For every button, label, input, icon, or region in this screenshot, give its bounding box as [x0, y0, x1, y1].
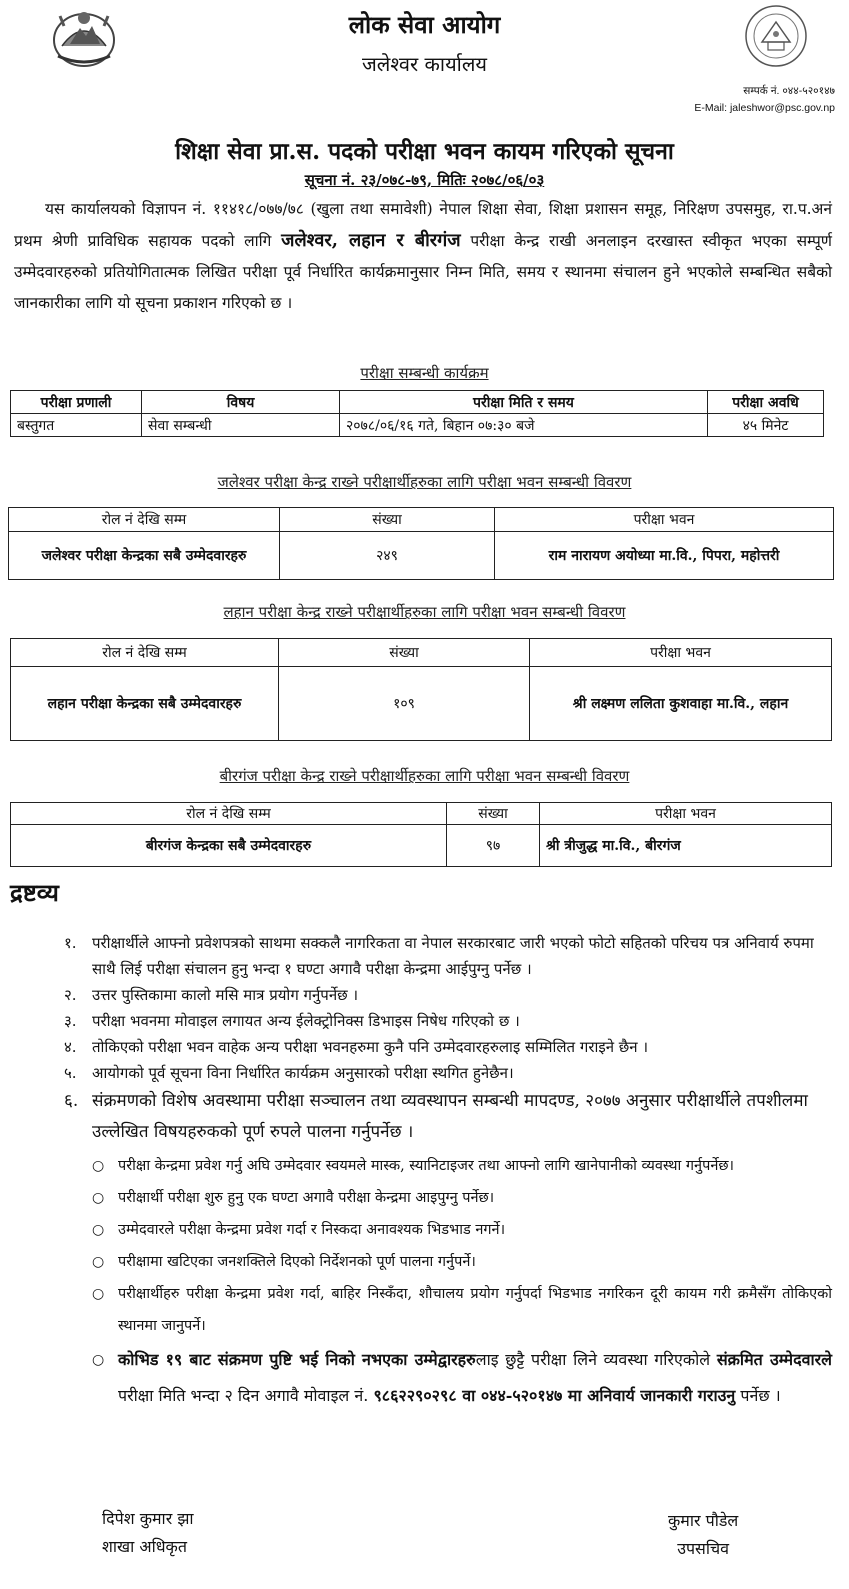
- table-cell: १०९: [279, 667, 530, 741]
- table-header: परीक्षा भवन: [540, 803, 832, 825]
- table-cell: सेवा सम्बन्धी: [142, 414, 340, 437]
- signature-left: [102, 1505, 194, 1561]
- notes-heading: द्रष्टव्य: [10, 878, 59, 907]
- bullet-bold-text: कोभिड १९ बाट संक्रमण पुष्टि भई निको नभएका उम्मेद्वारहरु: [118, 1350, 476, 1369]
- table-cell: २४९: [280, 532, 495, 580]
- covid-guidelines-list: [92, 1150, 832, 1414]
- table-cell: बीरगंज केन्द्रका सबै उम्मेदवारहरु: [11, 825, 447, 867]
- bullet-circle-icon: ○: [92, 1286, 105, 1302]
- bullet-text: परीक्षा केन्द्रमा प्रवेश गर्नु अघि उम्मेदवार स्वयमले मास्क, स्यानिटाइजर तथा आफ्नो लागि खानेपानीको व्यवस्था गर्नुपर्नेछ।: [118, 1158, 735, 1174]
- intro-centres: जलेश्वर, लहान र बीरगंज: [281, 230, 461, 251]
- table-row: [11, 414, 824, 437]
- note-number: ६.: [64, 1091, 79, 1111]
- table-header: रोल नं देखि सम्म: [9, 508, 280, 532]
- signature-right: [668, 1507, 738, 1563]
- centre-title-lahan: लहान परीक्षा केन्द्र राख्ने परीक्षार्थीहरुका लागि परीक्षा भवन सम्बन्धी विवरण: [223, 603, 626, 621]
- signatory-title: शाखा अधिकृत: [102, 1537, 187, 1556]
- note-number: २.: [64, 986, 77, 1004]
- note-text: उत्तर पुस्तिकामा कालो मसि मात्र प्रयोग गर्नुपर्नेछ ।: [92, 986, 359, 1004]
- table-cell: श्री त्रीजुद्ध मा.वि., बीरगंज: [540, 825, 832, 867]
- table-cell: ९७: [447, 825, 540, 867]
- bullet-text: पर्नेछ ।: [740, 1386, 781, 1405]
- note-text: संक्रमणको विशेष अवस्थामा परीक्षा सञ्चालन तथा व्यवस्थापन सम्बन्धी मापदण्ड, २०७७ अनुसार परीक्षार्थीले तपशीलमा उल्लेखित विषयहरुकको पूर्ण रुपले पालना गर्नुपर्नेछ ।: [92, 1091, 808, 1142]
- phone-number: सम्पर्क नं. ०४४-५२०१४७: [743, 85, 835, 97]
- intro-part1: यस कार्यालयको विज्ञापन नं. ११४१८/०७७/७८ (खुला तथा समावेशी) नेपाल शिक्षा सेवा, शिक्षा प्रशासन समूह, निरिक्षण उपसमुह, रा.प.अनं प्रथम श्रेणी प्राविधिक सहायक पदको लागि: [14, 200, 832, 250]
- table-row: [9, 532, 834, 580]
- table-header: परीक्षा अवधि: [708, 391, 824, 414]
- table-header-row: [11, 803, 832, 825]
- bullet-circle-icon: ○: [92, 1190, 105, 1206]
- table-header: रोल नं देखि सम्म: [11, 639, 279, 667]
- note-number: ४.: [64, 1038, 77, 1056]
- table-row: [11, 825, 832, 867]
- org-title: लोक सेवा आयोग: [348, 10, 501, 39]
- bullet-text: परीक्षार्थीहरु परीक्षा केन्द्रमा प्रवेश गर्दा, बाहिर निस्कँदा, शौचालय प्रयोग गर्नुपर्दा भिडभाड नगरिकन दूरी कायम गरी क्रमैसँग तोकिएको स्थानमा जानुपर्ने।: [118, 1286, 832, 1334]
- list-item: [92, 1150, 832, 1182]
- table-header: परीक्षा प्रणाली: [11, 391, 142, 414]
- table-cell: लहान परीक्षा केन्द्रका सबै उम्मेदवारहरु: [11, 667, 279, 741]
- note-text: तोकिएको परीक्षा भवन वाहेक अन्य परीक्षा भवनहरुमा कुनै पनि उम्मेदवारहरुलाइ सम्मिलित गराइने छैन ।: [92, 1038, 649, 1056]
- bullet-circle-icon: ○: [92, 1158, 105, 1174]
- list-item: [64, 1034, 834, 1060]
- centre-title-birgunj: बीरगंज परीक्षा केन्द्र राख्ने परीक्षार्थीहरुका लागि परीक्षा भवन सम्बन्धी विवरण: [219, 767, 630, 785]
- contact-info: [694, 83, 835, 117]
- bullet-bold-text: ९८६२२९०२९८ वा ०४४-५२०१४७ मा अनिवार्य जानकारी गराउनु: [373, 1386, 736, 1405]
- table-cell: जलेश्वर परीक्षा केन्द्रका सबै उम्मेदवारहरु: [9, 532, 280, 580]
- note-text: परीक्षा भवनमा मोवाइल लगायत अन्य ईलेक्ट्रोनिक्स डिभाइस निषेध गरिएको छ ।: [92, 1012, 520, 1030]
- table-header: परीक्षा मिति र समय: [340, 391, 708, 414]
- notes-list: [64, 930, 834, 1148]
- bullet-text: परीक्षा मिति भन्दा २ दिन अगावै मोवाइल नं.: [118, 1386, 369, 1405]
- bullet-bold-text: संक्रमित उम्मेदवारले: [716, 1350, 832, 1369]
- bullet-text: परीक्षामा खटिएका जनशक्तिले दिएको निर्देशनको पूर्ण पालना गर्नुपर्ने।: [118, 1254, 476, 1270]
- bullet-circle-icon: ○: [92, 1352, 105, 1368]
- note-number: ५.: [64, 1064, 77, 1082]
- table-cell: श्री लक्ष्मण ललिता कुशवाहा मा.वि., लहान: [530, 667, 832, 741]
- centre-title-jaleshwar: जलेश्वर परीक्षा केन्द्र राख्ने परीक्षार्थीहरुका लागि परीक्षा भवन सम्बन्धी विवरण: [217, 473, 632, 491]
- note-text: आयोगको पूर्व सूचना विना निर्धारित कार्यक्रम अनुसारको परीक्षा स्थगित हुनेछैन।: [92, 1064, 514, 1082]
- signatory-title: उपसचिव: [677, 1539, 730, 1558]
- table-header: परीक्षा भवन: [495, 508, 834, 532]
- notice-ref-text: सूचना नं. २३/०७८-७९, मितिः २०७८/०६/०३: [304, 171, 545, 189]
- table-row: [11, 667, 832, 741]
- schedule-table: [10, 390, 824, 437]
- bullet-circle-icon: ○: [92, 1222, 105, 1238]
- bullet-text: उम्मेदवारले परीक्षा केन्द्रमा प्रवेश गर्दा र निस्कदा अनावश्यक भिडभाड नगर्ने।: [118, 1222, 506, 1238]
- signatory-name: कुमार पौडेल: [668, 1511, 739, 1530]
- table-header-row: [11, 639, 832, 667]
- list-item: [92, 1214, 832, 1246]
- table-cell: राम नारायण अयोध्या मा.वि., पिपरा, महोत्तरी: [495, 532, 834, 580]
- list-item: [64, 982, 834, 1008]
- list-item: [64, 1086, 834, 1148]
- table-cell: २०७८/०६/१६ गते, बिहान ०७:३० बजे: [340, 414, 708, 437]
- list-item: [64, 1060, 834, 1086]
- table-cell: बस्तुगत: [11, 414, 142, 437]
- table-cell: ४५ मिनेट: [708, 414, 824, 437]
- table-header: संख्या: [280, 508, 495, 532]
- centre-table-lahan: [10, 638, 832, 741]
- list-item: [92, 1342, 832, 1414]
- table-header-row: [11, 391, 824, 414]
- table-header: संख्या: [447, 803, 540, 825]
- table-header: परीक्षा भवन: [530, 639, 832, 667]
- centre-table-birgunj: [10, 802, 832, 867]
- note-number: ३.: [64, 1012, 77, 1030]
- note-text: परीक्षार्थीले आफ्नो प्रवेशपत्रको साथमा सक्कलै नागरिकता वा नेपाल सरकारबाट जारी भएको फोटो सहितको परिचय पत्र अनिवार्य रुपमा साथै लिई परीक्षा संचालन हुनु भन्दा १ घण्टा अगावै परीक्षा केन्द्रमा आईपुग्नु पर्नेछ ।: [92, 934, 814, 978]
- office-name: जलेश्वर कार्यालय: [361, 52, 488, 76]
- signatory-name: दिपेश कुमार झा: [102, 1509, 194, 1528]
- list-item: [64, 930, 834, 982]
- intro-paragraph: [14, 194, 832, 319]
- schedule-title: परीक्षा सम्बन्धी कार्यक्रम: [360, 364, 489, 382]
- bullet-circle-icon: ○: [92, 1254, 105, 1270]
- table-header-row: [9, 508, 834, 532]
- bullet-text: परीक्षार्थी परीक्षा शुरु हुनु एक घण्टा अगावै परीक्षा केन्द्रमा आइपुग्नु पर्नेछ।: [118, 1190, 495, 1206]
- notice-title: शिक्षा सेवा प्रा.स. पदको परीक्षा भवन कायम गरिएको सूचना: [175, 138, 674, 165]
- centre-table-jaleshwar: [8, 507, 834, 580]
- list-item: [92, 1278, 832, 1342]
- list-item: [64, 1008, 834, 1034]
- list-item: [92, 1246, 832, 1278]
- intro-part2: परीक्षा केन्द्र राखी अनलाइन दरखास्त स्वीकृत भएका सम्पूर्ण उम्मेदवारहरुको प्रतियोगितात्मक लिखित परीक्षा पूर्व निर्धारित कार्यक्रमानुसार निम्न मिति, समय र स्थानमा संचालन हुने भएकोले सम्बन्धित सबैको जानकारीका लागि यो सूचना प्रकाशन गरिएको छ ।: [14, 232, 833, 312]
- email-address: E-Mail: jaleshwor@psc.gov.np: [694, 102, 835, 114]
- notice-reference: [0, 170, 849, 190]
- note-number: १.: [64, 934, 77, 952]
- list-item: [92, 1182, 832, 1214]
- table-header: विषय: [142, 391, 340, 414]
- table-header: संख्या: [279, 639, 530, 667]
- bullet-text: लाइ छुट्टै परीक्षा लिने व्यवस्था गरिएकोले: [475, 1350, 711, 1369]
- table-header: रोल नं देखि सम्म: [11, 803, 447, 825]
